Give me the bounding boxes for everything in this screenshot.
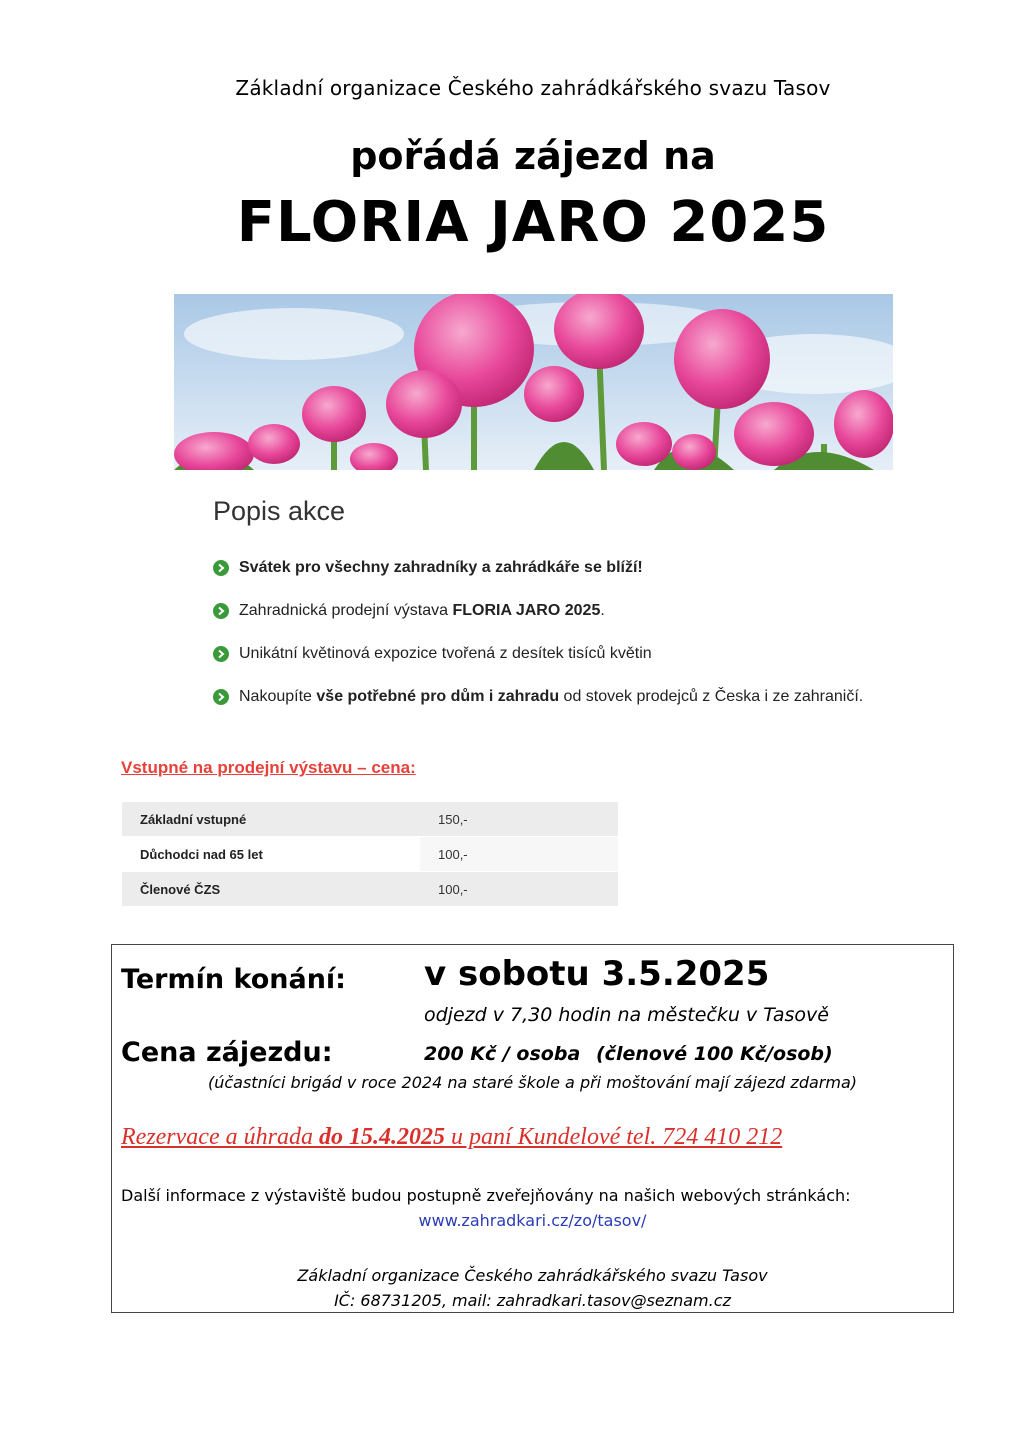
trip-price: 200 Kč / osoba xyxy=(424,1043,581,1065)
green-circle-arrow-icon xyxy=(213,689,229,705)
price-value: 150,- xyxy=(420,802,618,837)
event-date: v sobotu 3.5.2025 xyxy=(424,954,770,994)
reservation-contact: u paní Kundelové tel. 724 410 212 xyxy=(444,1124,783,1150)
website-link[interactable]: www.zahradkari.cz/zo/tasov/ xyxy=(418,1211,647,1230)
list-item xyxy=(213,641,873,667)
reservation-deadline: do 15.4.2025 xyxy=(318,1124,445,1150)
list-item xyxy=(213,598,873,624)
organization-footer: Základní organizace Českého zahrádkářského svazu Tasov xyxy=(297,1266,768,1285)
member-price: (členové 100 Kč/osob) xyxy=(596,1043,833,1065)
table-row xyxy=(122,802,618,837)
green-circle-arrow-icon xyxy=(213,603,229,619)
price-heading: Vstupné na prodejní výstavu – cena: xyxy=(121,758,416,777)
date-label: Termín konání: xyxy=(121,964,346,995)
tulips-photo-icon xyxy=(174,294,893,470)
list-item xyxy=(213,684,873,710)
more-info-text: Další informace z výstaviště budou postupně zveřejňovány na našich webových stránkách: xyxy=(121,1186,851,1205)
bullet-text: . xyxy=(600,602,605,619)
bullet-text: Nakoupíte xyxy=(239,688,317,705)
price-value: 100,- xyxy=(420,872,618,907)
bullet-text: od stovek prodejců z Česka i ze zahraničí. xyxy=(559,688,864,705)
description-list xyxy=(213,555,873,727)
price-name: Členové ČZS xyxy=(122,872,420,907)
departure-info: odjezd v 7,30 hodin na městečku v Tasově xyxy=(424,1004,829,1026)
event-subtitle: pořádá zájezd na xyxy=(350,134,716,178)
bullet-text-bold: FLORIA JARO 2025 xyxy=(452,602,601,619)
contact-info: IČ: 68731205, mail: zahradkari.tasov@seznam.cz xyxy=(334,1291,731,1310)
free-trip-note: (účastníci brigád v roce 2024 na staré škole a při moštování mají zájezd zdarma) xyxy=(207,1073,857,1092)
list-item xyxy=(213,555,873,581)
green-circle-arrow-icon xyxy=(213,646,229,662)
bullet-text: Zahradnická prodejní výstava xyxy=(239,602,453,619)
price-label: Cena zájezdu: xyxy=(121,1037,333,1068)
bullet-text: Svátek pro všechny zahradníky a zahrádkáře se blíží! xyxy=(239,559,643,576)
organization-header: Základní organizace Českého zahrádkářského svazu Tasov xyxy=(235,76,831,100)
price-name: Důchodci nad 65 let xyxy=(122,837,420,872)
reservation-info xyxy=(121,1124,782,1151)
bullet-text-bold: vše potřebné pro dům i zahradu xyxy=(316,688,560,705)
reservation-text: Rezervace a úhrada xyxy=(121,1124,319,1150)
green-circle-arrow-icon xyxy=(213,560,229,576)
price-name: Základní vstupné xyxy=(122,802,420,837)
event-title: FLORIA JARO 2025 xyxy=(236,190,830,255)
tulips-banner-image xyxy=(174,294,893,470)
bullet-text: Unikátní květinová expozice tvořená z desítek tisíců květin xyxy=(239,645,652,662)
table-row xyxy=(122,872,618,907)
price-value: 100,- xyxy=(420,837,618,872)
table-row xyxy=(122,837,618,872)
price-table xyxy=(122,802,618,907)
description-heading: Popis akce xyxy=(213,496,346,526)
